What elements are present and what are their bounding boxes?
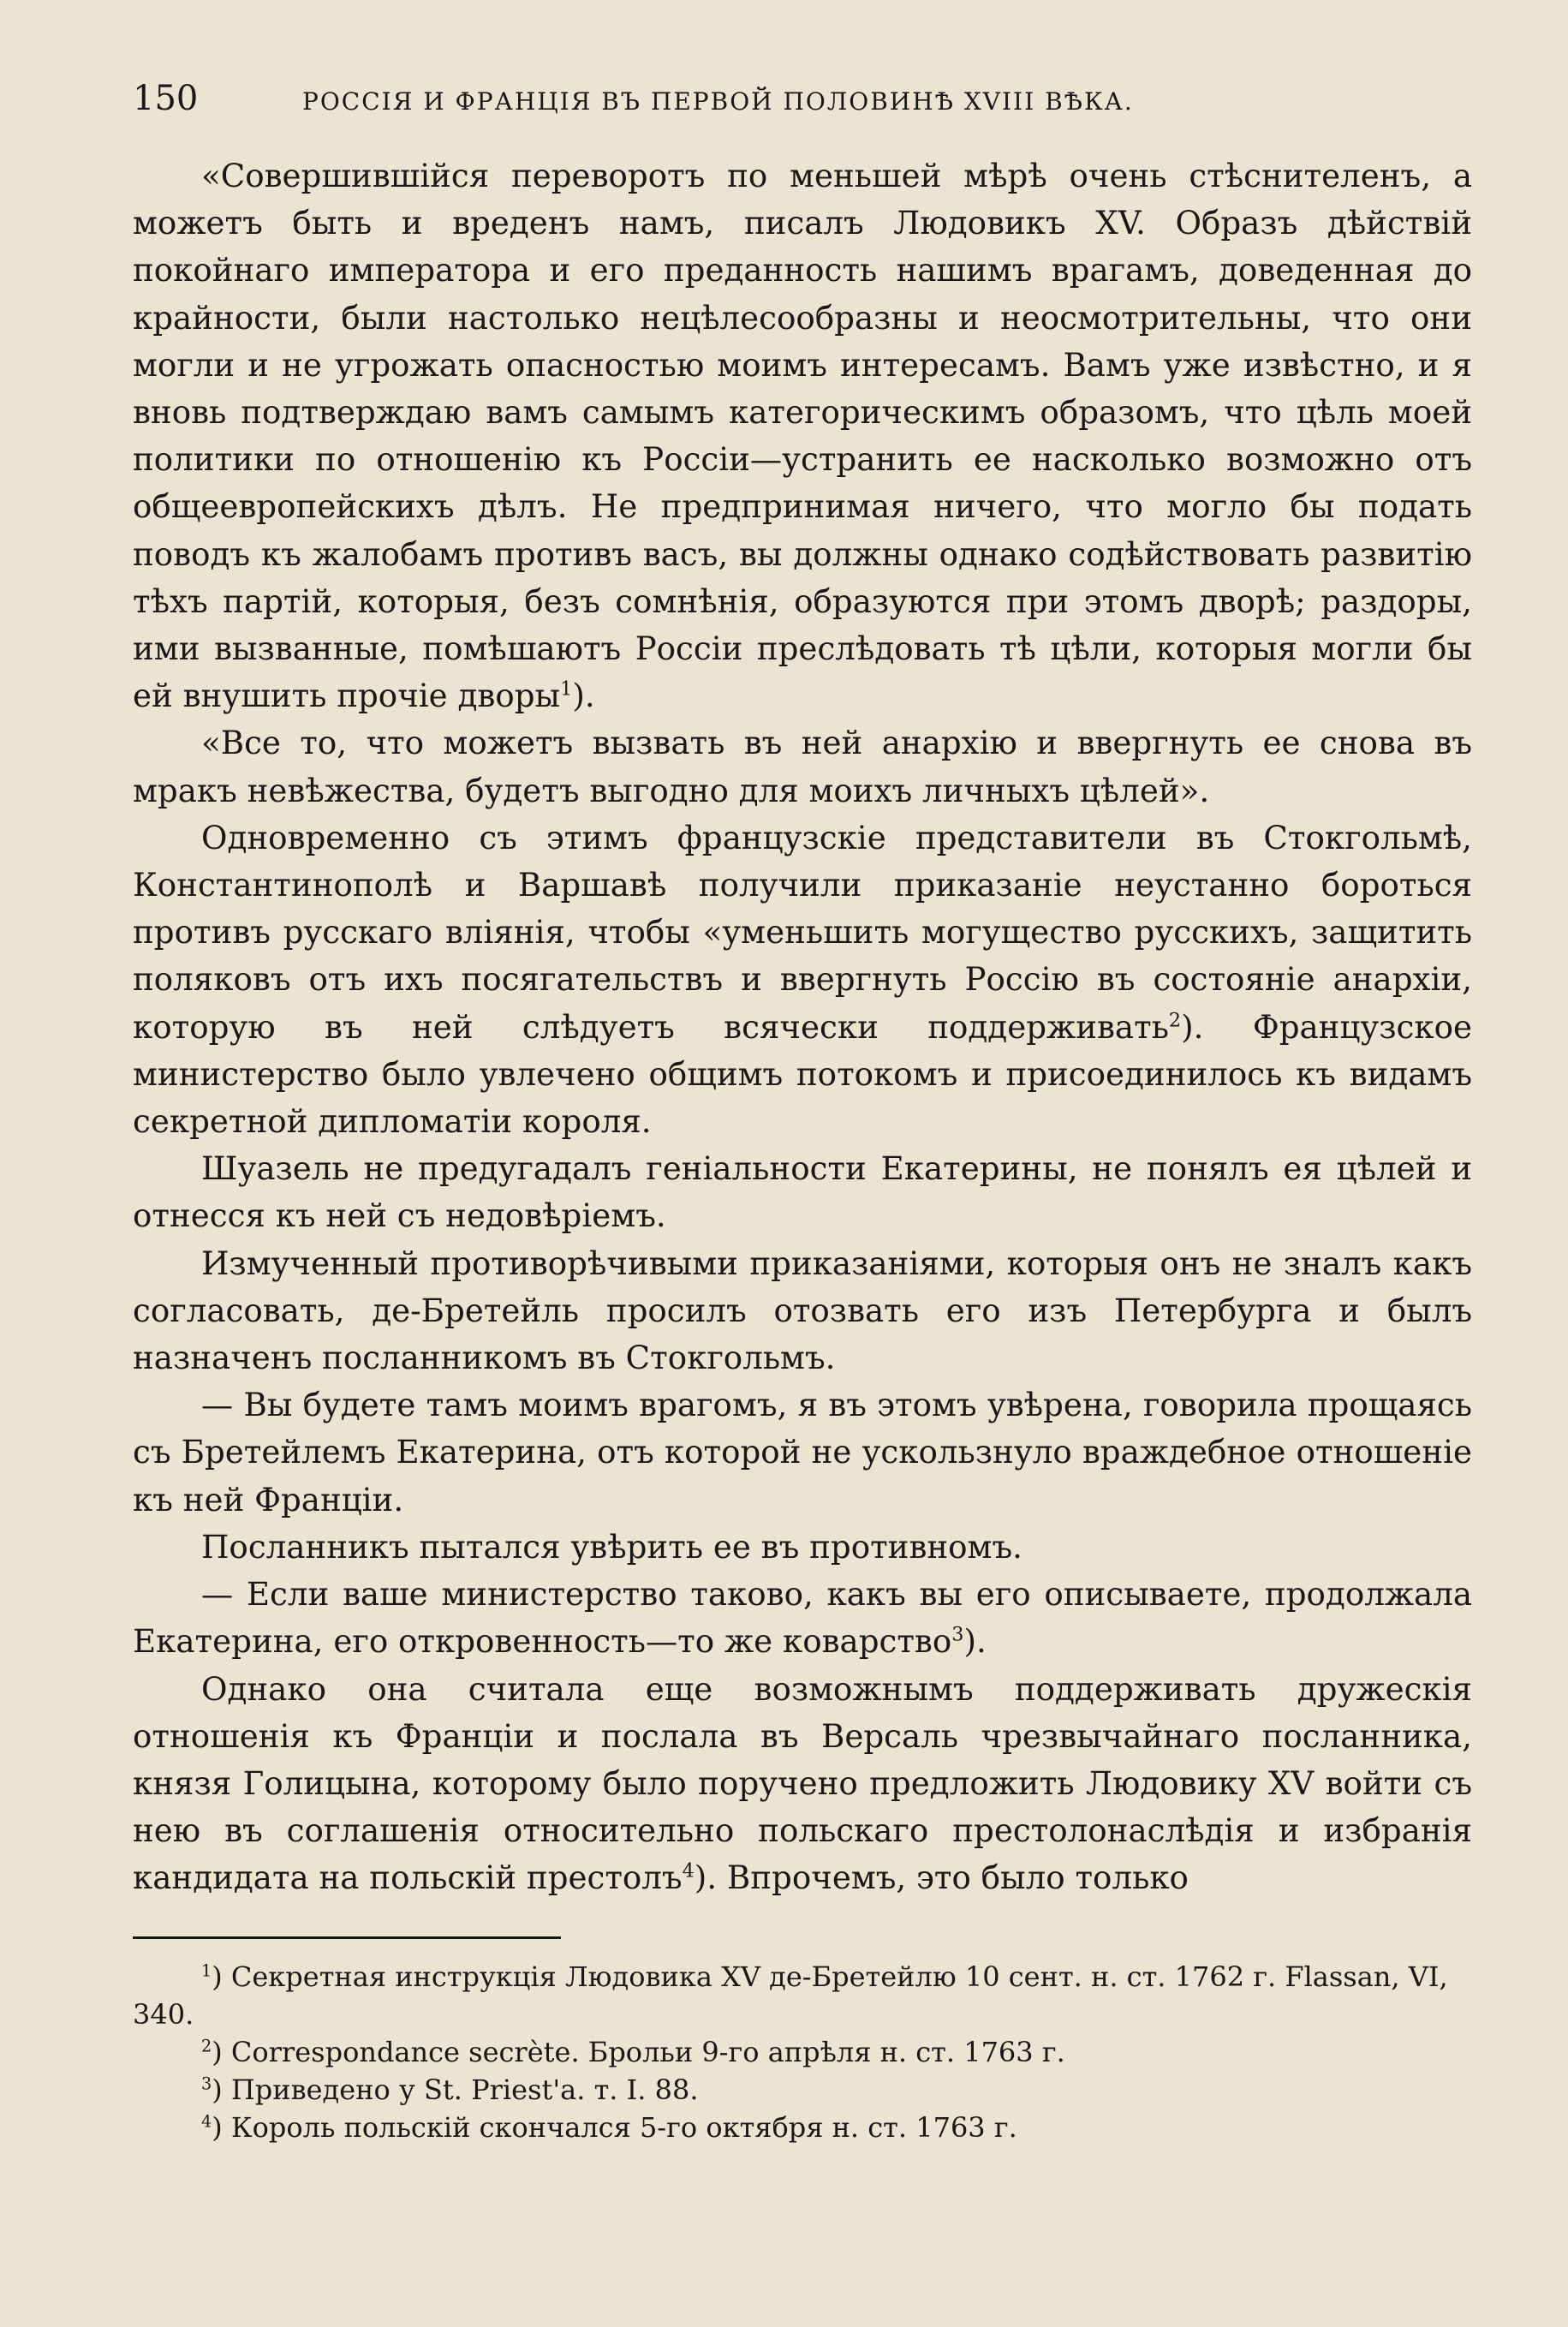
footnote-ref: 2 [1168, 1009, 1182, 1032]
paragraph [133, 1145, 1472, 1239]
paragraph [133, 719, 1472, 814]
footnote [133, 2109, 1472, 2146]
paragraph [133, 1666, 1472, 1902]
footnote-ref: 1 [560, 677, 573, 701]
footnote-mark: 2 [201, 2035, 212, 2056]
footnotes [133, 1958, 1472, 2146]
paragraph-text: «Все то, что можетъ вызвать въ ней анархію и ввергнуть ее снова въ мракъ невѣжества, будетъ выгодно для моихъ личныхъ цѣлей». [133, 724, 1472, 809]
footnote-mark: 1 [201, 1960, 212, 1980]
paragraph-tail: ). [572, 677, 595, 715]
paragraph-text: — Вы будете тамъ моимъ врагомъ, я въ этомъ увѣрена, говорила прощаясь съ Бретейлемъ Екатерина, отъ которой не ускользнуло враждебное отношеніе къ ней Франціи. [133, 1386, 1472, 1519]
paragraph-tail: ). Французское министерство было увлечено общимъ потокомъ и присоединилось къ видамъ секретной дипломатіи короля. [133, 1007, 1472, 1141]
footnote-text: ) Король польскій скончался 5-го октября н. ст. 1763 г. [212, 2110, 1017, 2144]
paragraph [133, 152, 1472, 719]
footnote-ref: 3 [951, 1623, 964, 1646]
running-title: РОССІЯ И ФРАНЦІЯ ВЪ ПЕРВОЙ ПОЛОВИНѢ XVIII ВѢКА. [302, 87, 1134, 116]
footnote-text: ) Приведено у St. Priest'a. т. I. 88. [212, 2073, 699, 2106]
paragraph-text: — Если ваше министерство таково, какъ вы его описываете, продолжала Екатерина, его откровенность—то же коварство [133, 1575, 1472, 1661]
paragraph [133, 1524, 1472, 1571]
footnote-divider [133, 1936, 561, 1939]
paragraph-text: Посланникъ пытался увѣрить ее въ противномъ. [201, 1527, 1022, 1566]
running-head [133, 79, 1472, 130]
paragraph-text: «Совершившійся переворотъ по меньшей мѣрѣ очень стѣснителенъ, а можетъ быть и вреденъ намъ, писалъ Людовикъ XV. Образъ дѣйствій покойнаго императора и его преданность нашимъ врагамъ, доведенная до крайности, были настолько нецѣлесообразны и неосмотрительны, что они могли и не угрожать опасностью моимъ интересамъ. Вамъ уже извѣстно, и я вновь подтверждаю вамъ самымъ категорическимъ образомъ, что цѣль моей политики по отношенію къ Россіи—устранить ее насколько возможно отъ общеевропейскихъ дѣлъ. Не предпринимая ничего, что могло бы подать поводъ къ жалобамъ противъ васъ, вы должны однако содѣйствовать развитію тѣхъ партій, которыя, безъ сомнѣнія, образуются при этомъ дворѣ; раздоры, ими вызванные, помѣшаютъ Россіи преслѣдовать тѣ цѣли, которыя могли бы ей внушить прочіе дворы [133, 157, 1472, 715]
footnote-mark: 4 [201, 2110, 212, 2131]
footnote-text: ) Correspondance secrète. Брольи 9-го апрѣля н. ст. 1763 г. [212, 2035, 1065, 2068]
paragraph-text: Одновременно съ этимъ французскіе представители въ Стокгольмѣ, Константинополѣ и Варшавѣ получили приказаніе неустанно бороться противъ русскаго вліянія, чтобы «уменьшить могущество русскихъ, защитить поляковъ отъ ихъ посягательствъ и ввергнуть Россію въ состояніе анархіи, которую въ ней слѣдуетъ всячески поддерживать [133, 818, 1472, 1046]
body-text [133, 152, 1472, 1902]
paragraph-tail: ). Впрочемъ, это было только [694, 1859, 1189, 1897]
paragraph-tail: ). [963, 1622, 987, 1661]
footnote-mark: 3 [201, 2073, 212, 2093]
paragraph [133, 1240, 1472, 1382]
paragraph [133, 1571, 1472, 1665]
paragraph-text: Измученный противорѣчивыми приказаніями, которыя онъ не зналъ какъ согласовать, де-Бретейль просилъ отозвать его изъ Петербурга и былъ назначенъ посланникомъ въ Стокгольмъ. [133, 1244, 1472, 1377]
footnote [133, 2071, 1472, 2109]
footnote [133, 2033, 1472, 2071]
footnote [133, 1958, 1472, 2033]
paragraph [133, 1381, 1472, 1524]
page-number: 150 [133, 79, 199, 118]
footnote-ref: 4 [682, 1859, 695, 1882]
paragraph-text: Шуазель не предугадалъ геніальности Екатерины, не понялъ ея цѣлей и отнесся къ ней съ недовѣріемъ. [133, 1149, 1472, 1235]
footnote-text: ) Секретная инструкція Людовика XV де-Бретейлю 10 сент. н. ст. 1762 г. Flassan, VI, 340. [133, 1960, 1448, 2031]
paragraph-text: Однако она считала еще возможнымъ поддерживать дружескія отношенія къ Франціи и послала въ Версаль чрезвычайнаго посланника, князя Голицына, которому было поручено предложить Людовику XV войти съ нею въ соглашенія относительно польскаго престолонаслѣдія и избранія кандидата на польскій престолъ [133, 1669, 1472, 1897]
paragraph [133, 814, 1472, 1145]
